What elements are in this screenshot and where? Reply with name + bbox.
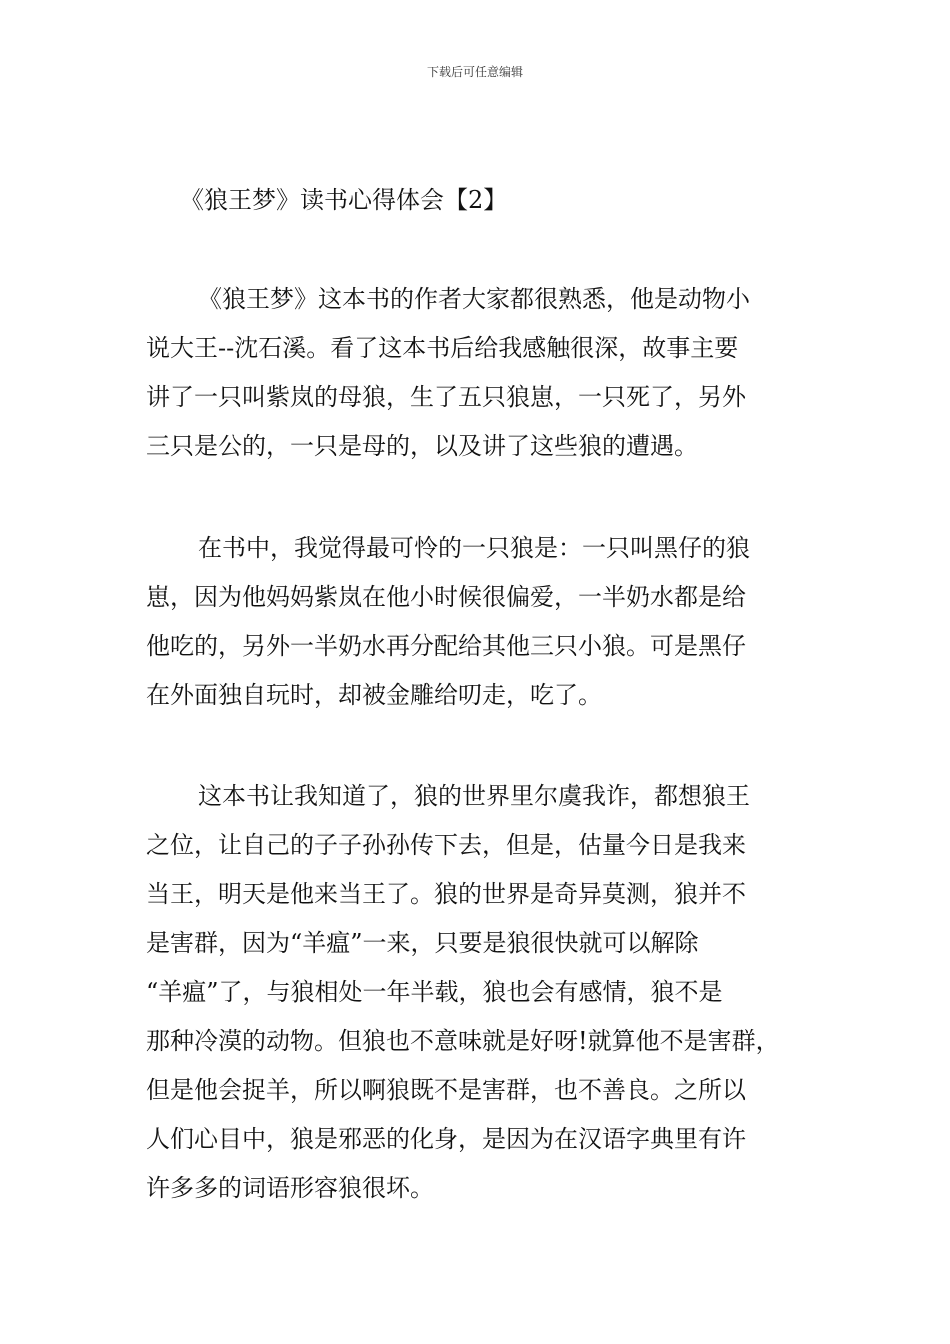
- paragraph-line: 是害群，因为“羊瘟”一来，只要是狼很快就可以解除: [146, 929, 699, 957]
- paragraph-line: 这本书让我知道了，狼的世界里尔虞我诈，都想狼王: [198, 782, 750, 810]
- paragraph-line: 但是他会捉羊，所以啊狼既不是害群，也不善良。之所以: [146, 1076, 746, 1104]
- paragraph-line: 人们心目中，狼是邪恶的化身，是因为在汉语字典里有许: [146, 1125, 746, 1153]
- paragraph-line: 讲了一只叫紫岚的母狼，生了五只狼崽，一只死了，另外: [146, 383, 746, 411]
- paragraph-line: 三只是公的，一只是母的，以及讲了这些狼的遭遇。: [146, 432, 698, 460]
- paragraph-line: 《狼王梦》这本书的作者大家都很熟悉，他是动物小: [198, 285, 750, 313]
- paragraph-2: [146, 524, 826, 720]
- paragraph-line: 当王，明天是他来当王了。狼的世界是奇异莫测，狼并不: [146, 880, 746, 908]
- paragraph-line: 之位，让自己的子子孙孙传下去，但是，估量今日是我来: [146, 831, 746, 859]
- paragraph-line: 在书中，我觉得最可怜的一只狼是：一只叫黑仔的狼: [198, 534, 750, 562]
- paragraph-line: “羊瘟”了，与狼相处一年半载，狼也会有感情，狼不是: [146, 978, 723, 1006]
- page-header: 下载后可任意编辑: [426, 65, 523, 79]
- paragraph-line: 他吃的，另外一半奶水再分配给其他三只小狼。可是黑仔: [146, 632, 746, 660]
- paragraph-line: 崽，因为他妈妈紫岚在他小时候很偏爱，一半奶水都是给: [146, 583, 746, 611]
- document-title: 《狼王梦》读书心得体会【2】: [180, 186, 508, 214]
- paragraph-line: 在外面独自玩时，却被金雕给叨走，吃了。: [146, 681, 602, 709]
- paragraph-3: [146, 772, 826, 1213]
- paragraph-line: 说大王--沈石溪。看了这本书后给我感触很深，故事主要: [146, 334, 739, 362]
- paragraph-line: 那种冷漠的动物。但狼也不意味就是好呀!就算他不是害群，: [146, 1027, 780, 1055]
- paragraph-1: [146, 275, 826, 471]
- paragraph-line: 许多多的词语形容狼很坏。: [146, 1174, 434, 1202]
